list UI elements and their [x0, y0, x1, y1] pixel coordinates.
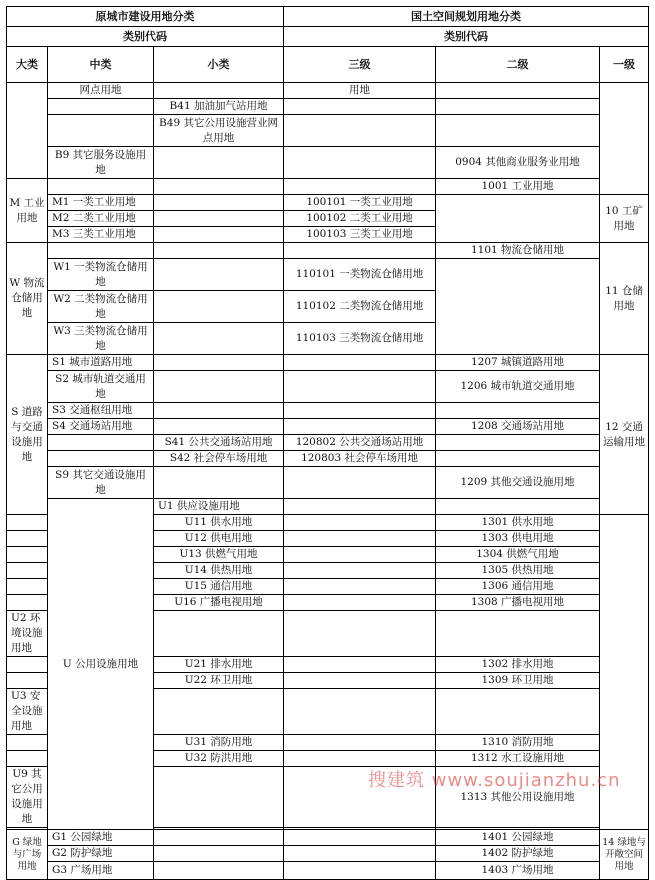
- minor-cell: S41 公共交通场站用地: [154, 435, 284, 451]
- minor-cell: [154, 243, 284, 259]
- table-row: [7, 83, 649, 99]
- right-title: 国土空间规划用地分类: [284, 7, 649, 27]
- level3-cell: 110103 三类物流仓储用地: [284, 323, 436, 355]
- mid-cell: U3 安全设施用地: [7, 689, 48, 735]
- minor-cell: U22 环卫用地: [154, 673, 284, 689]
- table-row: [7, 147, 649, 179]
- mid-cell: [48, 115, 154, 147]
- minor-cell: [154, 291, 284, 323]
- col-level3: 三级: [284, 47, 436, 83]
- mid-cell: W2 二类物流仓储用地: [48, 291, 154, 323]
- table-row: [7, 259, 649, 291]
- table-row: [7, 419, 649, 435]
- minor-cell: [154, 371, 284, 403]
- level2-cell: 1208 交通场站用地: [436, 419, 600, 435]
- minor-cell: [154, 147, 284, 179]
- minor-cell: U14 供热用地: [154, 563, 284, 579]
- minor-cell: U21 排水用地: [154, 657, 284, 673]
- level3-cell: 100102 二类工业用地: [284, 211, 436, 227]
- level3-cell: [284, 579, 436, 595]
- land-use-table-container: [6, 6, 649, 880]
- col-major: 大类: [7, 47, 48, 83]
- mid-cell: S9 其它交通设施用地: [48, 467, 154, 499]
- mid-cell: 网点用地: [48, 83, 154, 99]
- mid-cell: [7, 579, 48, 595]
- level3-cell: [284, 611, 436, 657]
- mid-cell: M2 二类工业用地: [48, 211, 154, 227]
- mid-cell: [48, 451, 154, 467]
- table-row: [7, 435, 649, 451]
- table-row: [7, 403, 649, 419]
- mid-cell: [48, 179, 154, 195]
- minor-cell: U15 通信用地: [154, 579, 284, 595]
- level2-cell: 1101 物流仓储用地: [436, 243, 600, 259]
- minor-cell: B49 其它公用设施营业网点用地: [154, 115, 284, 147]
- level3-cell: [284, 99, 436, 115]
- mid-cell: B9 其它服务设施用地: [48, 147, 154, 179]
- level2-cell: 1302 排水用地: [436, 657, 600, 673]
- major-cell: S 道路与交通设施用地: [7, 355, 48, 515]
- minor-cell: U31 消防用地: [154, 735, 284, 751]
- mid-cell: W1 一类物流仓储用地: [48, 259, 154, 291]
- level2-cell: 1303 供电用地: [436, 531, 600, 547]
- table-row: [7, 467, 649, 499]
- header-row-3: [7, 47, 649, 83]
- mid-cell: [7, 673, 48, 689]
- mid-cell: S3 交通枢纽用地: [48, 403, 154, 419]
- level2-cell: 1313 其他公用设施用地: [436, 767, 600, 828]
- mid-cell: M3 三类工业用地: [48, 227, 154, 243]
- level2-cell: 0904 其他商业服务业用地: [436, 147, 600, 179]
- major-cell: U 公用设施用地: [48, 499, 154, 830]
- level3-cell: [284, 595, 436, 611]
- minor-cell: [154, 259, 284, 291]
- mid-cell: [7, 657, 48, 673]
- level1-cell-empty: [600, 83, 649, 195]
- level3-cell: [284, 515, 436, 531]
- major-cell-empty: [7, 83, 48, 179]
- header-row-1: [7, 7, 649, 27]
- left-title: 原城市建设用地分类: [7, 7, 284, 27]
- level2-cell: 1402 防护绿地: [436, 846, 600, 862]
- minor-cell: [154, 862, 284, 880]
- level3-cell: [284, 419, 436, 435]
- col-level1: 一级: [600, 47, 649, 83]
- level3-cell: [284, 179, 436, 195]
- level3-cell: [284, 371, 436, 403]
- level2-cell: [436, 403, 600, 419]
- major-cell: G 绿地与广场用地: [7, 830, 48, 880]
- minor-cell: U32 防洪用地: [154, 751, 284, 767]
- level3-cell: [284, 689, 436, 735]
- mid-cell: [7, 563, 48, 579]
- level2-cell: 1209 其他交通设施用地: [436, 467, 600, 499]
- level2-cell: [436, 689, 600, 735]
- right-code-header: 类别代码: [284, 27, 649, 47]
- mid-cell: [7, 751, 48, 767]
- level1-cell: 12 交通运输用地: [600, 355, 649, 515]
- level3-cell: 120803 社会停车场用地: [284, 451, 436, 467]
- minor-cell: U12 供电用地: [154, 531, 284, 547]
- level2-cell: 1310 消防用地: [436, 735, 600, 751]
- level2-cell: 1001 工业用地: [436, 179, 600, 195]
- minor-cell: U13 供燃气用地: [154, 547, 284, 563]
- table-row: [7, 451, 649, 467]
- col-mid: 中类: [48, 47, 154, 83]
- minor-cell: U16 广播电视用地: [154, 595, 284, 611]
- level3-cell: [284, 147, 436, 179]
- mid-cell: [48, 435, 154, 451]
- level2-cell: [436, 115, 600, 147]
- level2-cell: [436, 99, 600, 115]
- major-cell: W 物流仓储用地: [7, 243, 48, 355]
- mid-cell: S1 城市道路用地: [48, 355, 154, 371]
- level2-cell: 1312 水工设施用地: [436, 751, 600, 767]
- table-row: [7, 179, 649, 195]
- mid-cell: M1 一类工业用地: [48, 195, 154, 211]
- table-row: [7, 195, 649, 211]
- mid-cell: [48, 99, 154, 115]
- minor-cell: [154, 467, 284, 499]
- level2-cell: 1206 城市轨道交通用地: [436, 371, 600, 403]
- mid-cell: [7, 531, 48, 547]
- minor-cell: [154, 323, 284, 355]
- mid-cell: S2 城市轨道交通用地: [48, 371, 154, 403]
- minor-cell: [284, 499, 436, 515]
- level3-cell: [284, 846, 436, 862]
- minor-cell: [154, 689, 284, 735]
- level3-cell: 100103 三类工业用地: [284, 227, 436, 243]
- minor-cell: B41 加油加气站用地: [154, 99, 284, 115]
- minor-cell: [154, 767, 284, 828]
- minor-cell: U11 供水用地: [154, 515, 284, 531]
- level3-cell: [284, 243, 436, 259]
- level3-cell: [284, 862, 436, 880]
- minor-cell: [154, 179, 284, 195]
- level3-cell: 用地: [284, 83, 436, 99]
- level3-cell: [284, 547, 436, 563]
- mid-cell: [48, 243, 154, 259]
- minor-cell: [154, 846, 284, 862]
- minor-cell: [154, 403, 284, 419]
- table-row: [7, 846, 649, 862]
- level2-cell: 1401 公园绿地: [436, 830, 600, 846]
- watermark: 搜建筑 www.soujianzhu.cn: [368, 770, 621, 791]
- table-row: [7, 371, 649, 403]
- table-row: [7, 243, 649, 259]
- level2-cell: [436, 83, 600, 99]
- level3-cell: [284, 403, 436, 419]
- level1-cell: 10 工矿用地: [600, 195, 649, 243]
- mid-cell: [7, 547, 48, 563]
- mid-cell: U1 供应设施用地: [154, 499, 284, 515]
- level3-cell: [284, 735, 436, 751]
- mid-cell: G2 防护绿地: [48, 846, 154, 862]
- minor-cell: [154, 830, 284, 846]
- mid-cell: U9 其它公用设施用地: [7, 767, 48, 828]
- level3-cell: [284, 467, 436, 499]
- table-row: [7, 499, 649, 515]
- level3-cell: [284, 563, 436, 579]
- level2-cell: [436, 611, 600, 657]
- major-cell: M 工业用地: [7, 179, 48, 243]
- level2-cell: 1301 供水用地: [436, 515, 600, 531]
- level2-cell: [436, 451, 600, 467]
- level3-cell: [284, 531, 436, 547]
- level2-cell-empty: [436, 195, 600, 243]
- mid-cell: G1 公园绿地: [48, 830, 154, 846]
- level2-cell: 1308 广播电视用地: [436, 595, 600, 611]
- level2-cell: 1306 通信用地: [436, 579, 600, 595]
- table-row: [7, 115, 649, 147]
- mid-cell: S4 交通场站用地: [48, 419, 154, 435]
- land-use-classification-table: [6, 6, 649, 880]
- minor-cell: [154, 211, 284, 227]
- mid-cell: W3 三类物流仓储用地: [48, 323, 154, 355]
- level3-cell: [284, 767, 436, 828]
- minor-cell: [154, 611, 284, 657]
- header-row-2: [7, 27, 649, 47]
- level3-cell: [436, 499, 600, 515]
- level2-cell: 1207 城镇道路用地: [436, 355, 600, 371]
- level2-cell: 1309 环卫用地: [436, 673, 600, 689]
- level3-cell: 110102 二类物流仓储用地: [284, 291, 436, 323]
- mid-cell: [7, 595, 48, 611]
- mid-cell: [7, 735, 48, 751]
- level3-cell: [284, 355, 436, 371]
- table-row: [7, 99, 649, 115]
- mid-cell: U2 环境设施用地: [7, 611, 48, 657]
- level3-cell: 100101 一类工业用地: [284, 195, 436, 211]
- left-code-header: 类别代码: [7, 27, 284, 47]
- table-row: [7, 830, 649, 846]
- level2-cell-empty: [436, 259, 600, 355]
- level3-cell: [284, 657, 436, 673]
- level2-cell: 1403 广场用地: [436, 862, 600, 880]
- level3-cell: [284, 830, 436, 846]
- level3-cell: 120802 公共交通场站用地: [284, 435, 436, 451]
- table-row: [7, 862, 649, 880]
- level2-cell: 1305 供热用地: [436, 563, 600, 579]
- level2-cell: [436, 435, 600, 451]
- level1-cell: 14 绿地与开敞空间用地: [600, 830, 649, 880]
- mid-cell: [7, 515, 48, 531]
- minor-cell: [154, 195, 284, 211]
- minor-cell: [154, 355, 284, 371]
- level2-cell: 1304 供燃气用地: [436, 547, 600, 563]
- minor-cell: [154, 83, 284, 99]
- level3-cell: [284, 751, 436, 767]
- minor-cell: [154, 227, 284, 243]
- level3-cell: 110101 一类物流仓储用地: [284, 259, 436, 291]
- minor-cell: S42 社会停车场用地: [154, 451, 284, 467]
- col-minor: 小类: [154, 47, 284, 83]
- col-level2: 二级: [436, 47, 600, 83]
- level3-cell: [284, 673, 436, 689]
- level1-cell: 11 仓储用地: [600, 243, 649, 355]
- minor-cell: [154, 419, 284, 435]
- mid-cell: G3 广场用地: [48, 862, 154, 880]
- table-row: [7, 355, 649, 371]
- level3-cell: [284, 115, 436, 147]
